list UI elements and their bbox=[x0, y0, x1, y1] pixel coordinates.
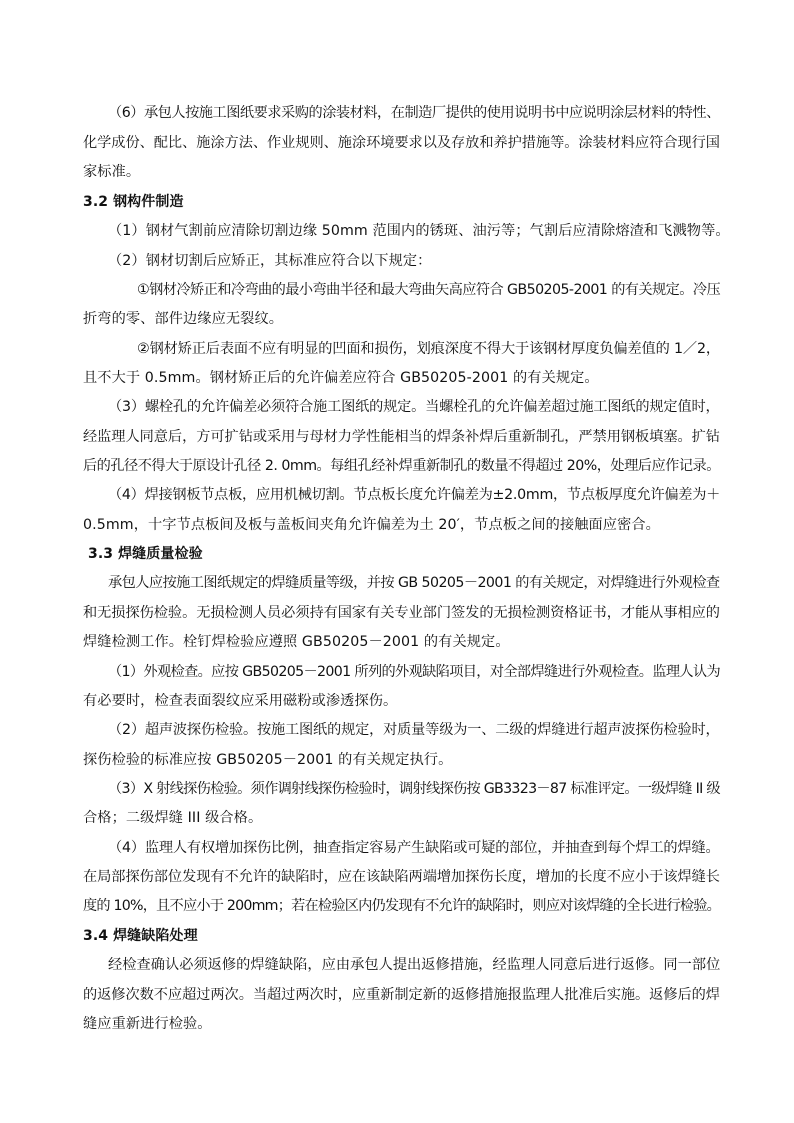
defect-para-line-1: 经检查确认必须返修的焊缝缺陷，应由承包人提出返修措施，经监理人同意后进行返修。同一部位 bbox=[108, 957, 721, 973]
defect-para-line-2: 的返修次数不应超过两次。当超过两次时，应重新制定新的返修措施报监理人批准后实施。返修后的焊 bbox=[83, 987, 720, 1003]
weld-item-3-line-1: （3）X 射线探伤检验。须作调射线探伤检验时，调射线探伤按 GB3323－87 标准评定。一级焊缝 II 级 bbox=[108, 781, 720, 797]
weld-intro-line-1: 承包人应按施工图纸规定的焊缝质量等级，并按 GB 50205－2001 的有关规定，对焊缝进行外观检查 bbox=[108, 575, 720, 591]
para-6-line-3: 家标准。 bbox=[83, 164, 141, 180]
item-3-line-3: 后的孔径不得大于原设计孔径 2. 0mm。每组孔经补焊重新制孔的数量不得超过 20%，处理后应作记录。 bbox=[83, 458, 720, 474]
item-3-line-1: （3）螺栓孔的允许偏差必须符合施工图纸的规定。当螺栓孔的允许偏差超过施工图纸的规定值时， bbox=[108, 399, 720, 415]
item-3-line-2: 经监理人同意后，方可扩钻或采用与母材力学性能相当的焊条补焊后重新制孔，严禁用钢板填塞。扩钻 bbox=[83, 429, 720, 445]
para-6-line-1: （6）承包人按施工图纸要求采购的涂装材料，在制造厂提供的使用说明书中应说明涂层材料的特性、 bbox=[108, 105, 720, 121]
weld-item-4-line-1: （4）监理人有权增加探伤比例，抽查指定容易产生缺陷或可疑的部位，并抽查到每个焊工的焊缝。 bbox=[108, 840, 720, 856]
weld-item-2-line-1: （2）超声波探伤检验。按施工图纸的规定，对质量等级为一、二级的焊缝进行超声波探伤检验时， bbox=[108, 722, 720, 738]
item-2-line-1: （2）钢材切割后应矫正，其标准应符合以下规定： bbox=[108, 253, 432, 269]
weld-item-2-line-2: 探伤检验的标准应按 GB50205－2001 的有关规定执行。 bbox=[83, 752, 453, 768]
weld-item-1-line-1: （1）外观检查。应按 GB50205－2001 所列的外观缺陷项目，对全部焊缝进行外观检查。监理人认为 bbox=[108, 664, 721, 680]
item-4-line-2: 0.5mm，十字节点板间及板与盖板间夹角允许偏差为土 20′，节点板之间的接触面应密合。 bbox=[83, 517, 660, 533]
weld-item-4-line-2: 在局部探伤部位发现有不允许的缺陷时，应在该缺陷两端增加探伤长度，增加的长度不应小于该焊缝长 bbox=[83, 869, 720, 885]
subitem-1-line-1: ①钢材冷矫正和冷弯曲的最小弯曲半径和最大弯曲矢高应符合 GB50205-2001 的有关规定。冷压 bbox=[137, 282, 721, 298]
weld-item-4-line-3: 度的 10%，且不应小于 200mm；若在检验区内仍发现有不允许的缺陷时，则应对该焊缝的全长进行检验。 bbox=[83, 898, 721, 914]
subitem-2-line-2: 且不大于 0.5mm。钢材矫正后的允许偏差应符合 GB50205-2001 的有关规定。 bbox=[83, 370, 599, 386]
section-heading-3-3: 3.3 焊缝质量检验 bbox=[88, 546, 203, 562]
weld-item-3-line-2: 合格；二级焊缝 III 级合格。 bbox=[83, 810, 263, 826]
weld-intro-line-2: 和无损探伤检验。无损检测人员必须持有国家有关专业部门签发的无损检测资格证书，才能从事相应的 bbox=[83, 605, 720, 621]
section-heading-3-4: 3.4 焊缝缺陷处理 bbox=[83, 928, 198, 944]
subitem-1-line-2: 折弯的零、部件边缘应无裂纹。 bbox=[83, 311, 284, 327]
item-1-line-1: （1）钢材气割前应清除切割边缘 50mm 范围内的锈斑、油污等；气割后应清除熔渣和飞溅物等。 bbox=[108, 223, 730, 239]
defect-para-line-3: 缝应重新进行检验。 bbox=[83, 1016, 212, 1032]
section-heading-3-2: 3.2 钢构件制造 bbox=[83, 194, 184, 210]
para-6-line-2: 化学成份、配比、施涂方法、作业规则、施涂环境要求以及存放和养护措施等。涂装材料应符合现行国 bbox=[83, 135, 720, 151]
weld-item-1-line-2: 有必要时，检查表面裂纹应采用磁粉或渗透探伤。 bbox=[83, 693, 398, 709]
weld-intro-line-3: 焊缝检测工作。栓钉焊检验应遵照 GB50205－2001 的有关规定。 bbox=[83, 634, 510, 650]
item-4-line-1: （4）焊接钢板节点板，应用机械切割。节点板长度允许偏差为±2.0mm，节点板厚度允许偏差为＋ bbox=[108, 487, 721, 503]
subitem-2-line-1: ②钢材矫正后表面不应有明显的凹面和损伤，划痕深度不得大于该钢材厚度负偏差值的 1／2， bbox=[137, 341, 720, 357]
